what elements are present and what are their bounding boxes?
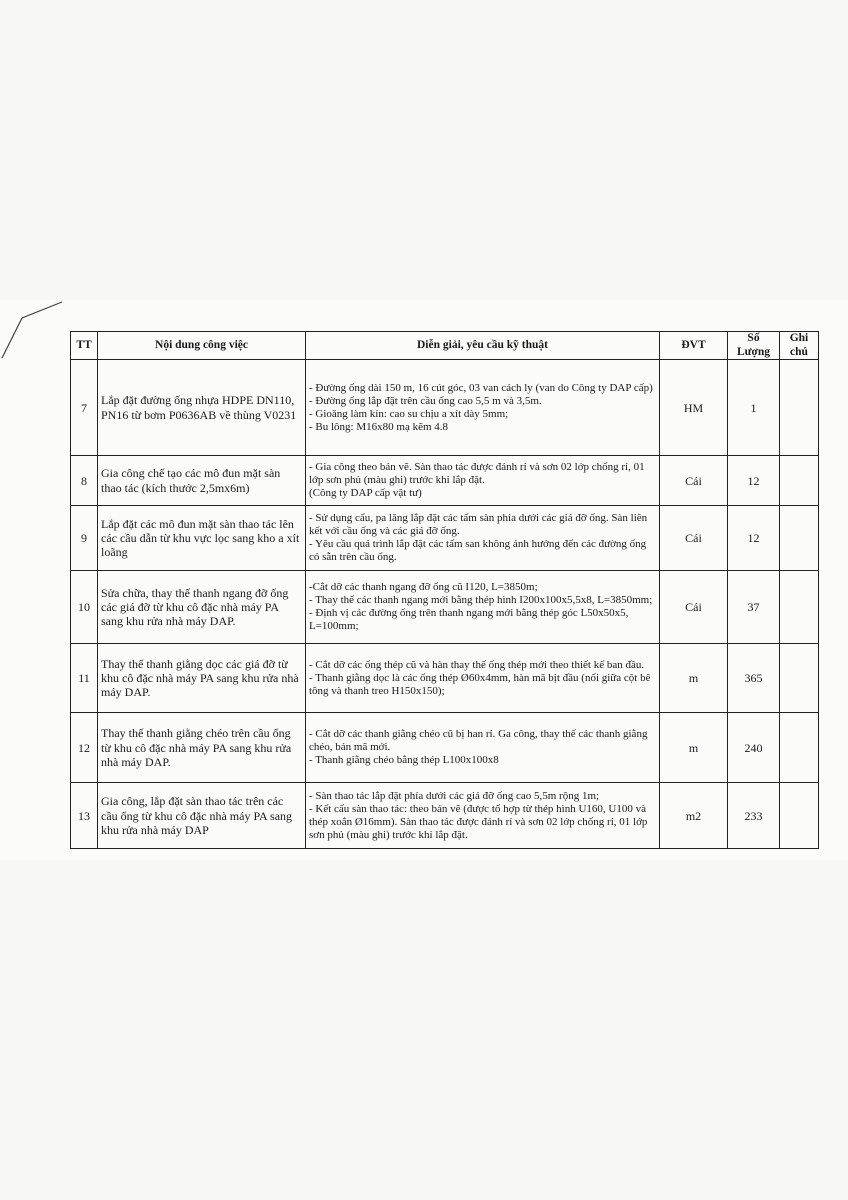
note bbox=[780, 783, 819, 849]
description-line: - Thanh giằng chéo bằng thép L100x100x8 bbox=[309, 754, 499, 767]
note bbox=[780, 713, 819, 783]
work-content: Thay thế thanh giằng chéo trên cầu ống từ khu cô đặc nhà máy PA sang khu rửa nhà máy DAP. bbox=[98, 713, 306, 783]
table-row bbox=[71, 571, 819, 644]
unit: Cái bbox=[660, 506, 728, 571]
row-number: 11 bbox=[71, 644, 98, 713]
work-specification-table bbox=[70, 331, 819, 849]
description-line: - Yêu cầu quá trình lắp đặt các tấm san không ảnh hưởng đến các đường ống có sẵn trên cầu ống. bbox=[309, 538, 647, 564]
description-line: - Cắt dỡ các thanh giằng chéo cũ bị han rỉ. Ga công, thay thế các thanh giằng chéo, bản mã mới. bbox=[309, 728, 648, 754]
quantity: 1 bbox=[728, 360, 780, 456]
header-quantity: Số Lượng bbox=[728, 332, 780, 360]
note bbox=[780, 506, 819, 571]
description-line: - Đường ống lắp đặt trên cầu ống cao 5,5 m và 3,5m. bbox=[309, 394, 542, 407]
quantity: 12 bbox=[728, 506, 780, 571]
description-line: - Gioăng làm kín: cao su chịu a xít dày 5mm; bbox=[309, 407, 509, 420]
technical-description bbox=[306, 506, 660, 571]
note bbox=[780, 571, 819, 644]
table-header-row bbox=[71, 332, 819, 360]
work-content: Thay thế thanh giằng dọc các giá đỡ từ khu cô đặc nhà máy PA sang khu rửa nhà máy DAP. bbox=[98, 644, 306, 713]
row-number: 13 bbox=[71, 783, 98, 849]
technical-description bbox=[306, 644, 660, 713]
row-number: 10 bbox=[71, 571, 98, 644]
note bbox=[780, 456, 819, 506]
work-content: Lắp đặt các mô đun mặt sàn thao tác lên các cầu dẫn từ khu vực lọc sang kho a xít loãng bbox=[98, 506, 306, 571]
table-row bbox=[71, 783, 819, 849]
table-row bbox=[71, 360, 819, 456]
technical-description bbox=[306, 360, 660, 456]
header-technical-description: Diễn giải, yêu cầu kỹ thuật bbox=[306, 332, 660, 360]
row-number: 9 bbox=[71, 506, 98, 571]
description-line: - Đường ống dài 150 m, 16 cút góc, 03 van cách ly (van do Công ty DAP cấp) bbox=[309, 381, 653, 394]
description-line: - Thay thế các thanh ngang mới bằng thép hình I200x100x5,5x8, L=3850mm; bbox=[309, 594, 653, 607]
unit: Cái bbox=[660, 456, 728, 506]
header-note: Ghi chú bbox=[780, 332, 819, 360]
work-content: Sửa chữa, thay thế thanh ngang đỡ ống các giá đỡ từ khu cô đặc nhà máy PA sang khu rửa nhà máy DAP. bbox=[98, 571, 306, 644]
quantity: 240 bbox=[728, 713, 780, 783]
unit: m2 bbox=[660, 783, 728, 849]
description-line: - Thanh giằng dọc là các ống thép Ø60x4mm, hàn mã bịt đầu (nối giữa cột bê tông và thanh treo H150x150); bbox=[309, 671, 651, 697]
description-line: - Bu lông: M16x80 mạ kẽm 4.8 bbox=[309, 420, 449, 433]
description-line: - Gia công theo bản vẽ. Sàn thao tác được đánh rỉ và sơn 02 lớp chống rỉ, 01 lớp sơn phủ (màu ghi) trước khi lắp đặt. bbox=[309, 461, 645, 487]
work-content: Lắp đặt đường ống nhựa HDPE DN110, PN16 từ bơm P0636AB về thùng V0231 bbox=[98, 360, 306, 456]
header-unit: ĐVT bbox=[660, 332, 728, 360]
header-work-content: Nội dung công việc bbox=[98, 332, 306, 360]
description-line: (Công ty DAP cấp vật tư) bbox=[309, 487, 422, 500]
unit: m bbox=[660, 713, 728, 783]
table-row bbox=[71, 506, 819, 571]
description-line: - Cắt dỡ các ống thép cũ và hàn thay thế ống thép mới theo thiết kế ban đầu. bbox=[309, 658, 645, 671]
work-content: Gia công chế tạo các mô đun mặt sàn thao tác (kích thước 2,5mx6m) bbox=[98, 456, 306, 506]
unit: HM bbox=[660, 360, 728, 456]
note bbox=[780, 360, 819, 456]
table-row bbox=[71, 456, 819, 506]
description-line: - Định vị các đường ống trên thanh ngang mới bằng thép góc L50x50x5, L=100mm; bbox=[309, 607, 629, 633]
row-number: 8 bbox=[71, 456, 98, 506]
technical-description bbox=[306, 571, 660, 644]
technical-description bbox=[306, 783, 660, 849]
quantity: 365 bbox=[728, 644, 780, 713]
row-number: 7 bbox=[71, 360, 98, 456]
scan-crease-line bbox=[0, 300, 70, 370]
quantity: 233 bbox=[728, 783, 780, 849]
table-row bbox=[71, 644, 819, 713]
quantity: 37 bbox=[728, 571, 780, 644]
unit: m bbox=[660, 644, 728, 713]
note bbox=[780, 644, 819, 713]
description-line: - Sử dụng cẩu, pa lăng lắp đặt các tấm sàn phía dưới các giá đỡ ống. Sàn liên kết với cầu ống và các giá đỡ ống. bbox=[309, 512, 648, 538]
description-line: -Cắt dỡ các thanh ngang đỡ ống cũ I120, L=3850m; bbox=[309, 581, 538, 594]
unit: Cái bbox=[660, 571, 728, 644]
description-line: - Sàn thao tác lắp đặt phía dưới các giá đỡ ống cao 5,5m rộng 1m; bbox=[309, 789, 600, 802]
header-tt: TT bbox=[71, 332, 98, 360]
technical-description bbox=[306, 456, 660, 506]
row-number: 12 bbox=[71, 713, 98, 783]
quantity: 12 bbox=[728, 456, 780, 506]
work-content: Gia công, lắp đặt sàn thao tác trên các cầu ống từ khu cô đặc nhà máy PA sang khu rửa nhà máy DAP bbox=[98, 783, 306, 849]
description-line: - Kết cấu sàn thao tác: theo bản vẽ (được tổ hợp từ thép hình U160, U100 và thép xoắn Ø16mm). Sàn thao tác được đánh rỉ và sơn 02 lớp chống rỉ, 01 lớp sơn phủ (màu ghi) trước khi lắp đặt. bbox=[309, 802, 648, 841]
technical-description bbox=[306, 713, 660, 783]
table-row bbox=[71, 713, 819, 783]
